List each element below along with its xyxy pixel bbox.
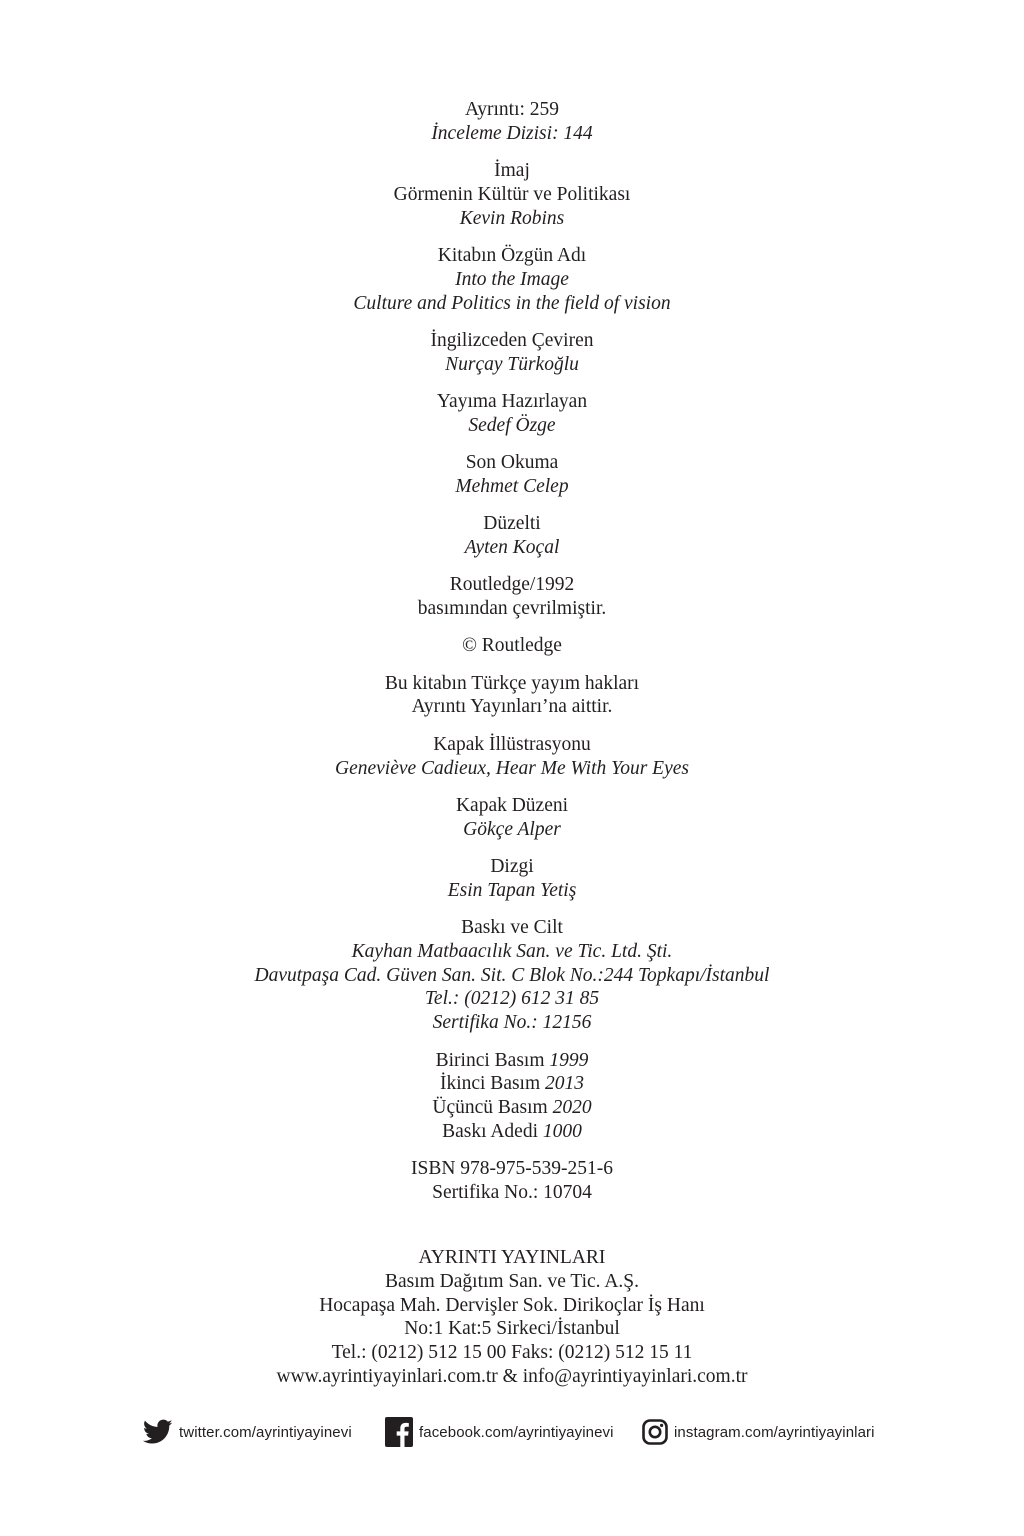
typesetting-block (0, 855, 1024, 903)
translator-label: İngilizceden Çeviren (430, 329, 594, 351)
publisher-block (0, 1246, 1024, 1389)
isbn-block (0, 1157, 1024, 1205)
correction-name: Ayten Koçal (464, 536, 560, 558)
title-block (0, 159, 1024, 230)
facebook-link-text: facebook.com/ayrintiyayinevi (419, 1423, 614, 1441)
original-title-label: Kitabın Özgün Adı (437, 244, 587, 266)
copyright-notice: © Routledge (462, 635, 562, 657)
translator-name: Nurçay Türkoğlu (445, 353, 579, 375)
printer-phone: Tel.: (0212) 612 31 85 (424, 988, 600, 1010)
source-line-1: Routledge/1992 (449, 574, 575, 596)
series-block (0, 98, 1024, 146)
edition-line (0, 1049, 1024, 1073)
printer-name: Kayhan Matbaacılık San. ve Tic. Ltd. Şti. (351, 940, 673, 962)
source-line-2: basımından çevrilmiştir. (417, 598, 607, 620)
cover-design-block (0, 794, 1024, 842)
book-subtitle: Görmenin Kültür ve Politikası (393, 183, 631, 205)
printer-address: Davutpaşa Cad. Güven San. Sit. C Blok No.:244 Topkapı/İstanbul (254, 964, 770, 986)
correction-block (0, 512, 1024, 560)
twitter-link[interactable] (143, 1412, 352, 1452)
correction-label: Düzelti (483, 513, 541, 535)
print-run-label: Baskı Adedi (442, 1120, 538, 1142)
facebook-icon (385, 1417, 413, 1447)
publisher-phone-fax: Tel.: (0212) 512 15 00 Faks: (0212) 512 15 11 (331, 1342, 693, 1364)
edition-label: Üçüncü Basım (432, 1097, 548, 1119)
original-title-block (0, 244, 1024, 315)
facebook-link[interactable] (385, 1412, 614, 1452)
rights-line-2: Ayrıntı Yayınları’na aittir. (411, 696, 613, 718)
original-title: Into the Image (455, 268, 569, 290)
edition-line (0, 1072, 1024, 1096)
original-subtitle: Culture and Politics in the field of vision (353, 292, 671, 314)
printer-certificate: Sertifika No.: 12156 (432, 1012, 592, 1034)
publisher-address-1: Hocapaşa Mah. Dervişler Sok. Dirikoçlar İş Hanı (319, 1294, 705, 1316)
colophon-content (0, 98, 1024, 1218)
editor-label: Yayıma Hazırlayan (436, 390, 588, 412)
printing-label: Baskı ve Cilt (461, 917, 563, 939)
final-reading-block (0, 451, 1024, 499)
cover-illustration-block (0, 733, 1024, 781)
edition-year: 2020 (552, 1097, 592, 1119)
social-links (0, 1412, 1024, 1452)
editor-name: Sedef Özge (468, 414, 556, 436)
publisher-name: AYRINTI YAYINLARI (418, 1247, 606, 1268)
publisher-certificate: Sertifika No.: 10704 (432, 1181, 592, 1203)
isbn: ISBN 978-975-539-251-6 (410, 1158, 614, 1180)
rights-block (0, 672, 1024, 720)
publisher-address-2: No:1 Kat:5 Sirkeci/İstanbul (404, 1318, 620, 1340)
cover-design-name: Gökçe Alper (463, 818, 561, 840)
edition-year: 2013 (545, 1073, 585, 1095)
rights-line-1: Bu kitabın Türkçe yayım hakları (384, 672, 640, 694)
edition-year: 1999 (549, 1049, 589, 1071)
editions-block (0, 1049, 1024, 1144)
typesetting-name: Esin Tapan Yetiş (447, 879, 577, 901)
copyright-block (0, 634, 1024, 658)
final-reading-label: Son Okuma (465, 452, 559, 474)
series-number: Ayrıntı: 259 (464, 99, 560, 120)
printing-block (0, 916, 1024, 1035)
print-run-line (0, 1120, 1024, 1144)
book-author: Kevin Robins (459, 207, 565, 229)
instagram-icon (642, 1419, 668, 1445)
edition-label: Birinci Basım (435, 1049, 545, 1071)
cover-design-label: Kapak Düzeni (455, 794, 569, 816)
cover-illustration-label: Kapak İllüstrasyonu (433, 733, 591, 755)
typesetting-label: Dizgi (490, 855, 534, 877)
translator-block (0, 329, 1024, 377)
edition-label: İkinci Basım (439, 1073, 541, 1095)
print-run-value: 1000 (542, 1120, 582, 1142)
source-block (0, 573, 1024, 621)
cover-illustration-name: Geneviève Cadieux, Hear Me With Your Eyes (335, 757, 689, 779)
book-title: İmaj (494, 160, 530, 182)
series-subnumber: İnceleme Dizisi: 144 (431, 122, 593, 144)
publisher-company: Basım Dağıtım San. ve Tic. A.Ş. (384, 1270, 640, 1292)
editor-block (0, 390, 1024, 438)
twitter-link-text: twitter.com/ayrintiyayinevi (179, 1423, 352, 1441)
final-reading-name: Mehmet Celep (455, 475, 569, 497)
edition-line (0, 1096, 1024, 1120)
publisher-web-email: www.ayrintiyayinlari.com.tr & info@ayrintiyayinlari.com.tr (276, 1365, 748, 1387)
instagram-link-text: instagram.com/ayrintiyayinlari (674, 1423, 875, 1441)
instagram-link[interactable] (642, 1412, 875, 1452)
twitter-icon (143, 1419, 173, 1445)
